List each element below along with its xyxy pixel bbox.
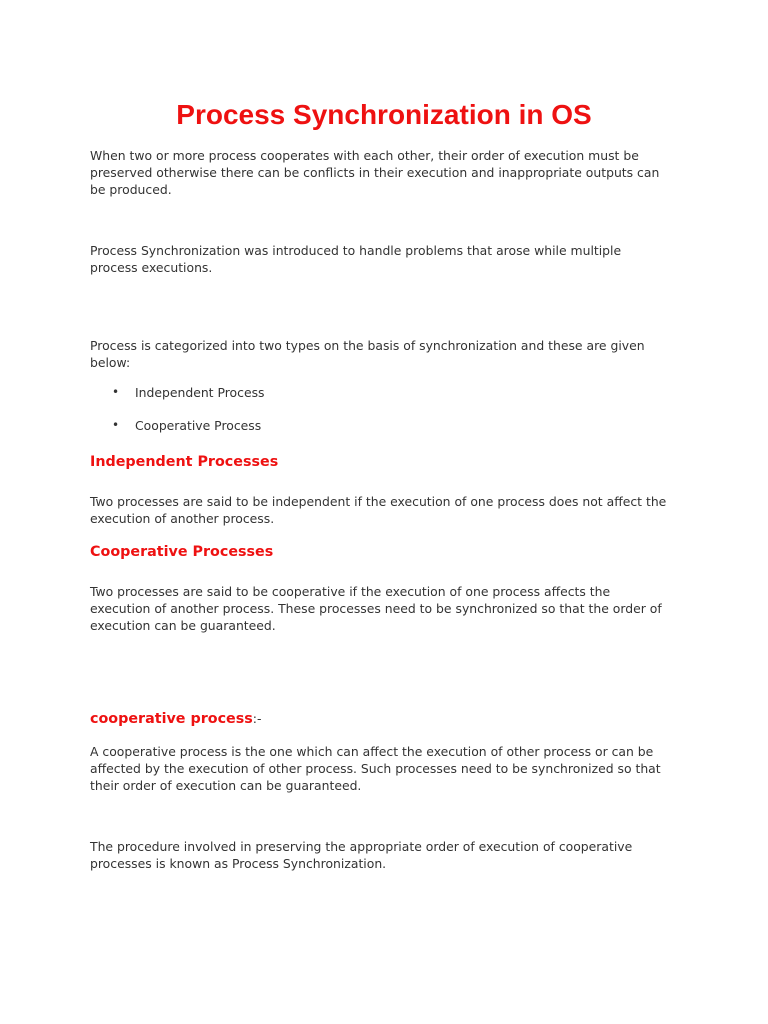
cooperative-line-2: execution of another process. These processes need to be synchronized so that the order of — [90, 601, 662, 616]
coop-def-line-2: affected by the execution of other process. Such processes need to be synchronized so that — [90, 761, 661, 776]
intro-paragraph — [90, 147, 690, 198]
coop-def-line-3: their order of execution can be guaranteed. — [90, 778, 362, 793]
process-synchronization-definition-paragraph — [90, 838, 690, 872]
intro-line-2: preserved otherwise there can be conflicts in their execution and inappropriate outputs can — [90, 165, 660, 180]
intro-line-1: When two or more process cooperates with each other, their order of execution must be — [90, 148, 639, 163]
list-item — [90, 384, 264, 401]
cooperative-processes-heading: Cooperative Processes — [90, 544, 274, 560]
intro-line-3: be produced. — [90, 182, 172, 197]
page-title: Process Synchronization in OS — [176, 99, 592, 130]
para3-line-1: Process is categorized into two types on the basis of synchronization and these are given — [90, 338, 645, 353]
cooperative-process-subheading-text: cooperative process — [90, 711, 253, 727]
cooperative-line-1: Two processes are said to be cooperative if the execution of one process affects the — [90, 584, 611, 599]
bullet-icon: • — [112, 418, 120, 432]
cooperative-process-subheading — [90, 709, 261, 729]
para2-line-1: Process Synchronization was introduced to handle problems that arose while multiple — [90, 243, 622, 258]
subheading-suffix: :- — [252, 711, 262, 726]
independent-line-1: Two processes are said to be independent if the execution of one process does not affect the — [90, 494, 667, 509]
cooperative-definition-paragraph — [90, 743, 690, 794]
independent-line-2: execution of another process. — [90, 511, 275, 526]
list-item-label: Cooperative Process — [135, 418, 262, 433]
categories-paragraph — [90, 337, 690, 371]
coop-def-line-1: A cooperative process is the one which can affect the execution of other process or can be — [90, 744, 654, 759]
final-line-2: processes is known as Process Synchronization. — [90, 856, 387, 871]
cooperative-paragraph — [90, 583, 690, 634]
para3-line-2: below: — [90, 355, 131, 370]
synchronization-intro-paragraph — [90, 242, 690, 276]
independent-processes-heading: Independent Processes — [90, 454, 279, 470]
process-type-list — [90, 384, 264, 434]
para2-line-2: process executions. — [90, 260, 213, 275]
list-item — [90, 417, 264, 434]
cooperative-line-3: execution can be guaranteed. — [90, 618, 276, 633]
final-line-1: The procedure involved in preserving the appropriate order of execution of cooperative — [90, 839, 633, 854]
bullet-icon: • — [112, 385, 120, 399]
list-item-label: Independent Process — [135, 385, 265, 400]
independent-paragraph — [90, 493, 690, 527]
